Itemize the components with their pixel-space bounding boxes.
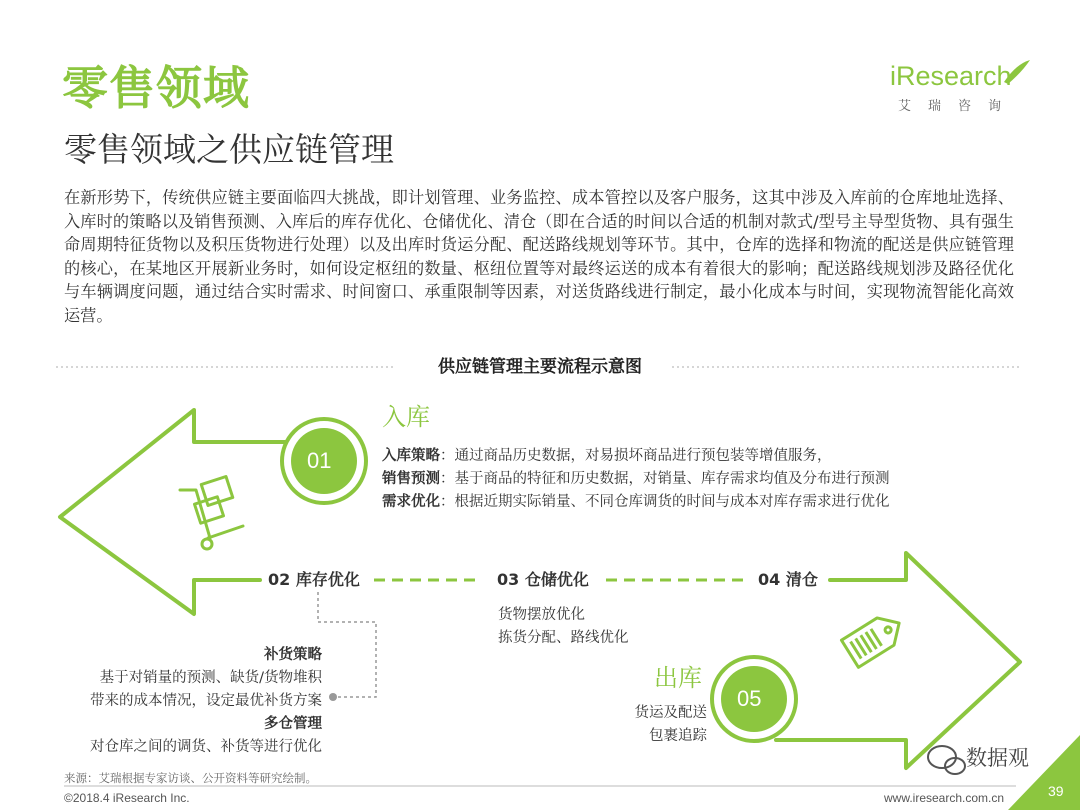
- inventory-line-3: 对仓库之间的调货、补货等进行优化: [90, 739, 322, 755]
- step-04-label: 04 清仓: [758, 570, 818, 589]
- outbound-item-2: 包裹追踪: [649, 728, 707, 744]
- outbound-items: [580, 702, 707, 748]
- inbound-item-2-text: ：基于商品的特征和历史数据，对销量、库存需求均值及分布进行预测: [440, 471, 890, 487]
- outbound-item-1: 货运及配送: [634, 705, 707, 721]
- page-number: 39: [1048, 783, 1064, 799]
- inbound-item-1-text: ：通过商品历史数据，对易损坏商品进行预包装等增值服务，: [440, 448, 832, 464]
- inbound-item-2-term: 销售预测: [382, 471, 440, 487]
- inventory-heading-2: 多仓管理: [264, 716, 322, 732]
- inventory-details: [60, 644, 322, 759]
- inbound-item-1: [382, 445, 832, 468]
- step-01-number: 01: [307, 448, 332, 473]
- page-title: 零售领域: [62, 61, 250, 115]
- step-05-number: 05: [737, 686, 762, 711]
- inbound-item-3: [382, 491, 890, 514]
- footer-source: 来源：艾瑞根据专家访谈、公开资料等研究绘制。: [64, 771, 317, 785]
- storage-item-2: 拣货分配、路线优化: [498, 630, 629, 646]
- logo-text: iResearch: [890, 61, 1012, 91]
- inbound-item-2: [382, 468, 890, 491]
- step-02-label: 02 库存优化: [268, 570, 360, 589]
- watermark-label: 数据观: [966, 746, 1029, 770]
- left-arrow-shape: [60, 410, 296, 614]
- diagram-title: 供应链管理主要流程示意图: [438, 357, 642, 377]
- chat-bubble-icon: [928, 746, 965, 774]
- inventory-line-1: 基于对销量的预测、缺货/货物堆积: [99, 670, 322, 686]
- inbound-item-3-text: ：根据近期实际销量、不同仓库调货的时间与成本对库存需求进行优化: [440, 494, 890, 510]
- footer-url[interactable]: www.iresearch.com.cn: [884, 791, 1005, 805]
- page-subtitle: 零售领域之供应链管理: [64, 130, 394, 169]
- storage-item-1: 货物摆放优化: [498, 607, 585, 623]
- connector-02: [318, 592, 376, 697]
- inbound-item-1-term: 入库策略: [382, 448, 440, 464]
- hand-truck-icon: [180, 477, 243, 549]
- step-03-label: 03 仓储优化: [497, 570, 589, 589]
- inbound-item-3-term: 需求优化: [382, 494, 440, 510]
- inventory-heading-1: 补货策略: [264, 647, 322, 663]
- connector-dot: [329, 693, 337, 701]
- footer-copyright: ©2018.4 iResearch Inc.: [64, 791, 190, 805]
- inbound-label: 入库: [382, 403, 430, 431]
- intro-paragraph: 在新形势下，传统供应链主要面临四大挑战，即计划管理、业务监控、成本管控以及客户服务，这其中涉及入库前的仓库地址选择、入库时的策略以及销售预测、入库后的库存优化、仓储优化、清仓（即在合适的时间以合适的机制对款式/型号主导型货物、具有强生命周期特征货物以及积压货物进行处理）以及出库时货运分配、配送路线规划等环节。其中，仓库的选择和物流的配送是供应链管理的核心，在某地区开展新业务时，如何设定枢纽的数量、枢纽位置等对最终运送的成本有着很大的影响；配送路线规划涉及路径优化与车辆调度问题，通过结合实时需求、时间窗口、承重限制等因素，对送货路线进行制定，最小化成本与时间，实现物流智能化高效运营。: [64, 188, 1014, 325]
- price-tag-icon: [841, 609, 907, 667]
- inventory-line-2: 带来的成本情况，设定最优补货方案: [90, 693, 322, 709]
- logo-chinese: 艾瑞咨询: [898, 99, 1019, 114]
- outbound-label: 出库: [654, 664, 702, 692]
